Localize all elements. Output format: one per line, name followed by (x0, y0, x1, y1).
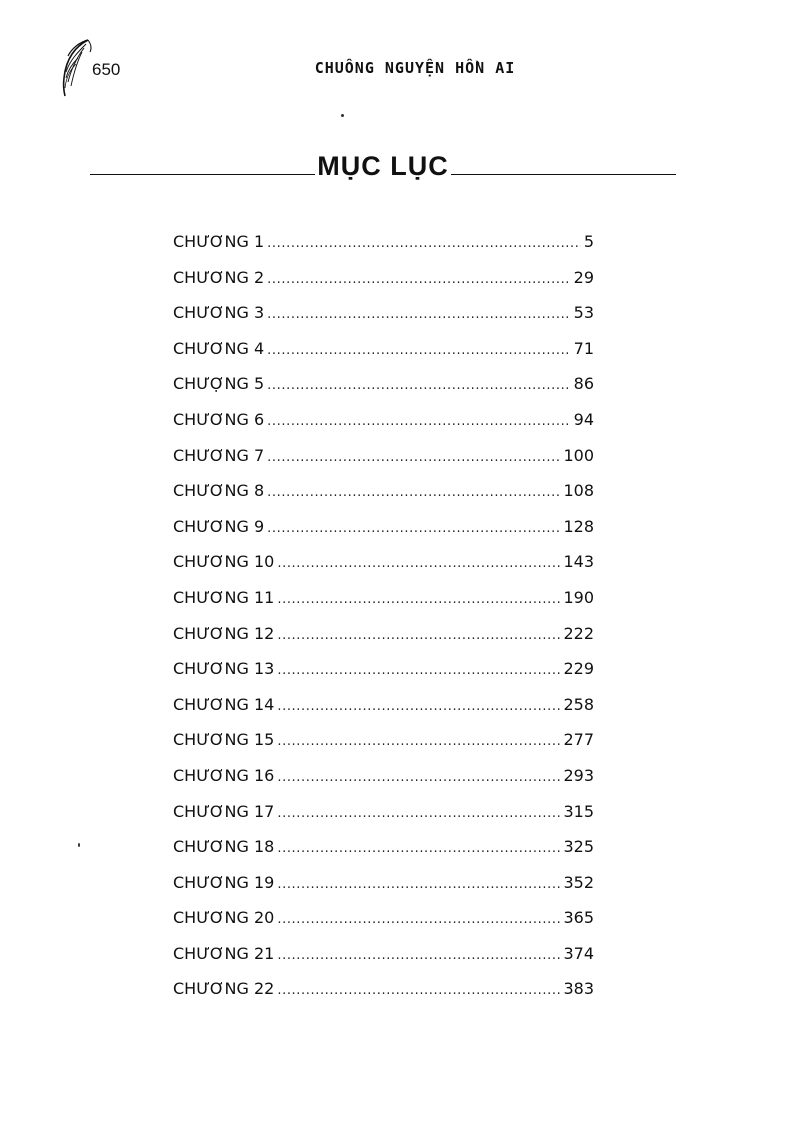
toc-entry[interactable] (173, 339, 594, 375)
dot-leader (277, 628, 560, 643)
toc-entry[interactable] (173, 624, 594, 660)
toc-entry-label: CHƯƠNG 12 (173, 623, 275, 643)
toc-entry-label: CHƯƠNG 14 (173, 694, 275, 714)
dot-leader (277, 770, 560, 785)
toc-entry-label: CHƯƠNG 22 (173, 979, 275, 999)
dot-leader (277, 877, 560, 892)
toc-entry-page: 365 (563, 908, 594, 928)
toc-entry[interactable] (173, 873, 594, 909)
toc-entry-page: 143 (563, 552, 594, 572)
toc-entry-label: CHƯƠNG 15 (173, 730, 275, 750)
print-speck (341, 114, 344, 117)
toc-entry-page: 86 (573, 374, 594, 394)
toc-entry[interactable] (173, 374, 594, 410)
toc-entry[interactable] (173, 481, 594, 517)
toc-entry-page: 108 (563, 481, 594, 501)
toc-entry-label: CHƯƠNG 9 (173, 516, 265, 536)
dot-leader (277, 841, 560, 856)
toc-entry[interactable] (173, 446, 594, 482)
toc-heading: MỤC LỤC (317, 151, 449, 181)
dot-leader (267, 414, 570, 429)
toc-entry-label: CHƯƠNG 10 (173, 552, 275, 572)
toc-entry-label: CHƯƠNG 3 (173, 303, 265, 323)
toc-entry[interactable] (173, 410, 594, 446)
toc-entry-label: CHƯƠNG 6 (173, 409, 265, 429)
toc-entry[interactable] (173, 517, 594, 553)
dot-leader (267, 236, 581, 251)
dot-leader (267, 307, 570, 322)
toc-entry-page: 128 (563, 516, 594, 536)
toc-entry[interactable] (173, 695, 594, 731)
heading-rule-left (90, 174, 315, 175)
toc-entry-label: CHƯƠNG 20 (173, 908, 275, 928)
toc-entry-page: 229 (563, 659, 594, 679)
dot-leader (277, 734, 560, 749)
toc-entry[interactable] (173, 659, 594, 695)
toc-entry[interactable] (173, 552, 594, 588)
toc-entry-page: 293 (563, 765, 594, 785)
toc-entry-label: CHƯƠNG 8 (173, 481, 265, 501)
dot-leader (277, 806, 560, 821)
dot-leader (267, 450, 560, 465)
dot-leader (277, 948, 560, 963)
toc-entry-label: CHƯƠNG 17 (173, 801, 275, 821)
toc-entry[interactable] (173, 944, 594, 980)
heading-rule-right (451, 174, 676, 175)
dot-leader (267, 521, 560, 536)
toc-entry[interactable] (173, 303, 594, 339)
toc-list (173, 232, 594, 1015)
toc-entry-label: CHƯỢNG 5 (173, 374, 265, 394)
toc-entry-page: 352 (563, 872, 594, 892)
toc-entry[interactable] (173, 232, 594, 268)
toc-entry-label: CHƯƠNG 13 (173, 659, 275, 679)
toc-entry[interactable] (173, 837, 594, 873)
toc-entry-label: CHƯƠNG 1 (173, 232, 265, 251)
toc-entry-label: CHƯƠNG 4 (173, 338, 265, 358)
toc-entry-label: CHƯƠNG 7 (173, 445, 265, 465)
toc-entry[interactable] (173, 588, 594, 624)
toc-entry[interactable] (173, 802, 594, 838)
running-title: CHUÔNG NGUYỆN HỒN AI (314, 59, 516, 77)
toc-entry-page: 5 (583, 232, 594, 251)
dot-leader (267, 378, 570, 393)
dot-leader (267, 272, 570, 287)
toc-entry-page: 53 (573, 303, 594, 323)
toc-entry-page: 222 (563, 623, 594, 643)
toc-entry-page: 190 (563, 587, 594, 607)
dot-leader (277, 983, 560, 998)
toc-entry-page: 325 (563, 837, 594, 857)
dot-leader (277, 556, 560, 571)
toc-entry-label: CHƯƠNG 21 (173, 943, 275, 963)
toc-entry-page: 315 (563, 801, 594, 821)
dot-leader (277, 912, 560, 927)
toc-entry-page: 277 (563, 730, 594, 750)
toc-entry[interactable] (173, 268, 594, 304)
toc-entry-label: CHƯƠNG 2 (173, 267, 265, 287)
toc-entry-page: 29 (573, 267, 594, 287)
toc-entry-page: 374 (563, 943, 594, 963)
toc-entry-page: 94 (573, 409, 594, 429)
toc-entry[interactable] (173, 908, 594, 944)
toc-entry[interactable] (173, 730, 594, 766)
toc-entry-page: 383 (563, 979, 594, 999)
toc-entry[interactable] (173, 979, 594, 1015)
toc-entry-label: CHƯƠNG 19 (173, 872, 275, 892)
dot-leader (277, 592, 560, 607)
dot-leader (267, 485, 560, 500)
toc-entry[interactable] (173, 766, 594, 802)
toc-entry-label: CHƯƠNG 18 (173, 837, 275, 857)
print-speck (78, 843, 80, 847)
toc-entry-page: 100 (563, 445, 594, 465)
dot-leader (277, 699, 560, 714)
toc-entry-label: CHƯƠNG 16 (173, 765, 275, 785)
toc-entry-label: CHƯƠNG 11 (173, 587, 275, 607)
dot-leader (277, 663, 560, 678)
toc-heading-row (90, 140, 676, 184)
page-number: 650 (92, 60, 121, 79)
toc-entry-page: 258 (563, 694, 594, 714)
toc-entry-page: 71 (573, 338, 594, 358)
dot-leader (267, 343, 570, 358)
